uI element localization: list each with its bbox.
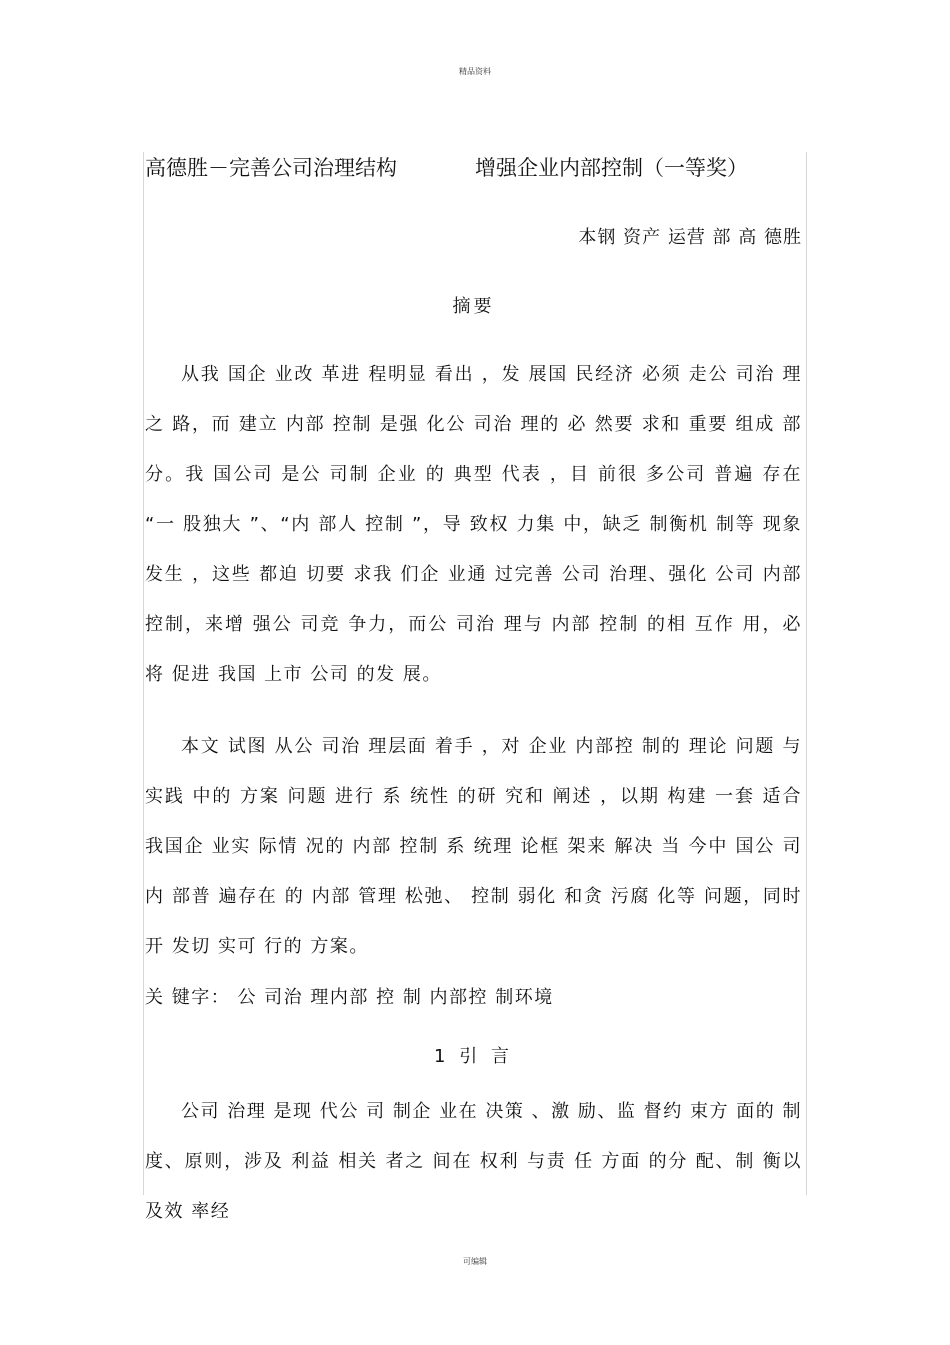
page-header-note: 精品资料 bbox=[459, 67, 491, 76]
abstract-heading: 摘要 bbox=[452, 296, 495, 317]
intro-paragraph: 公司 治理 是现 代公 司 制企 业在 决策 、激 励、监 督约 束方 面的 制 度、原则，涉及 利益 相关 者之 间在 权利 与责 任 方面 的分 配、制 衡以 及效 率经 bbox=[145, 1101, 802, 1222]
document-title bbox=[145, 150, 802, 186]
abstract-paragraph: 从我 国企 业改 革进 程明显 看出 ，发 展国 民经济 必须 走公 司治 理之 路，而 建立 内部 控制 是强 化公 司治 理的 必 然要 求和 重要 组成 部 分。我 国公司 是公 司制 企业 的 典型 代表 ，目 前很 多公司 普遍 存在 “一 股独大 ”、“内 部人 控制 ”，导 致权 力集 中，缺乏 制衡机 制等 现象 发生 ，这些 都迫 切要 求我 们企 业通 过完善 公司 治理、强化 公司 内部 控制，来增 强公 司竞 争力，而公 司治 理与 内部 控制 的相 互作 用，必将 促进 我国 上市 公司 的发 展。 bbox=[145, 364, 802, 685]
right-margin-line bbox=[806, 152, 807, 1195]
author-line: 本钢 资产 运营 部 高 德胜 bbox=[578, 227, 802, 248]
section-heading-introduction: 1 引 言 bbox=[434, 1046, 513, 1067]
abstract-paragraph: 本文 试图 从公 司治 理层面 着手 ，对 企业 内部控 制的 理论 问题 与 实践 中的 方案 问题 进行 系 统性 的研 究和 阐述 ，以期 构建 一套 适合 我国企 业实 际情 况的 内部 控制 系 统理 论框 架来 解决 当 今中 国公 司内 部普 遍存在 的 内部 管理 松弛、 控制 弱化 和贪 污腐 化等 问题，同时开 发切 实可 行的 方案。 bbox=[145, 736, 802, 957]
page-footer-note: 可编辑 bbox=[463, 1257, 487, 1266]
document-body bbox=[145, 150, 802, 1237]
title-part-1: 高德胜－完善公司治理结构 bbox=[145, 156, 397, 180]
keywords-line: 关 键字： 公 司治 理内部 控 制 内部控 制环境 bbox=[145, 987, 554, 1008]
left-margin-line bbox=[143, 152, 144, 1195]
title-part-2: 增强企业内部控制（一等奖） bbox=[475, 156, 748, 180]
